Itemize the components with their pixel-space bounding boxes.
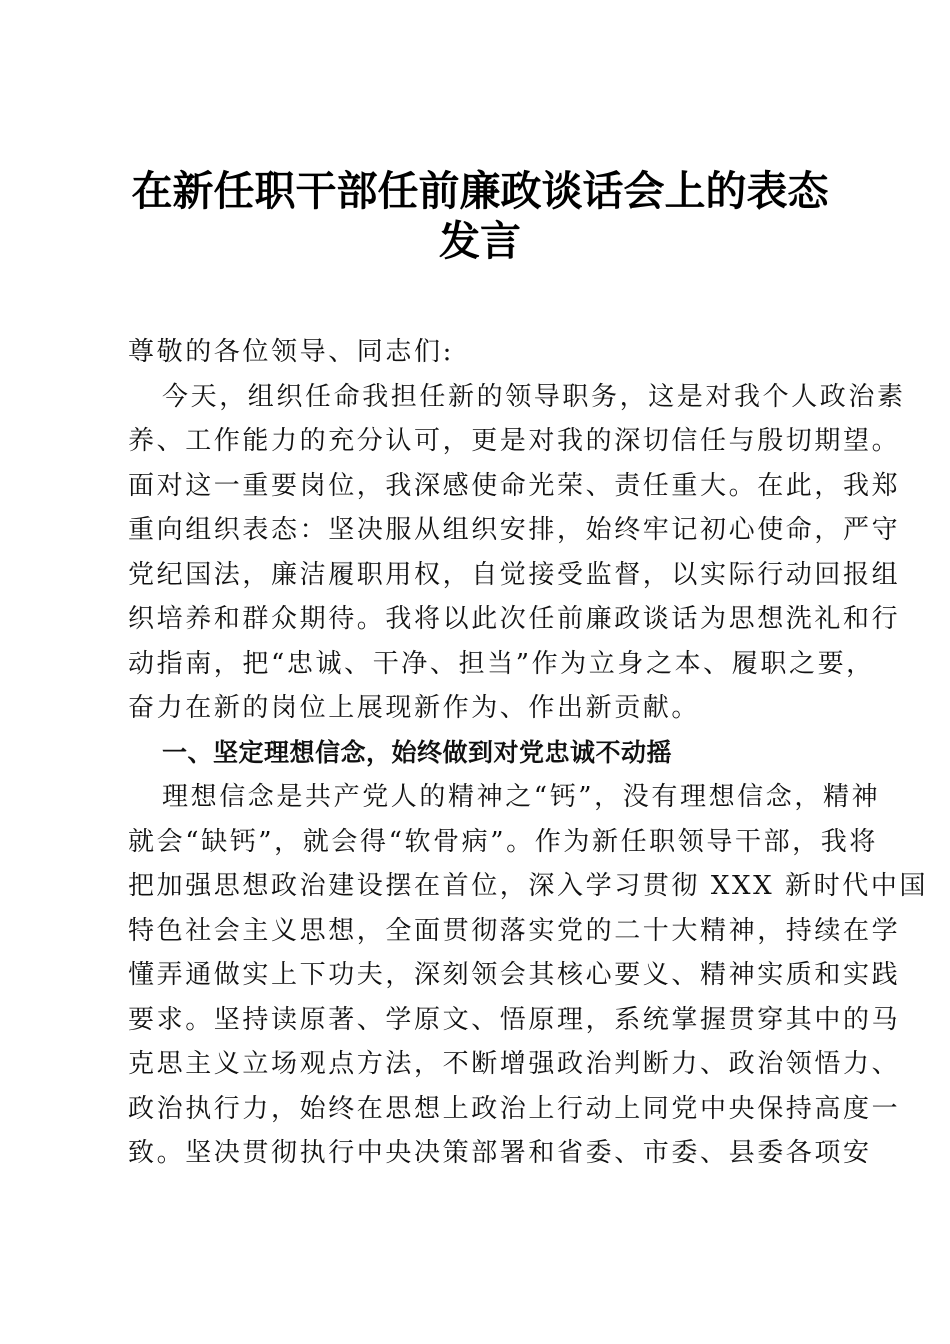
paragraph-line: 理想信念是共产党人的精神之“钙”，没有理想信念，精神 — [162, 782, 881, 812]
paragraph-line: 懂弄通做实上下功夫，深刻领会其核心要义、精神实质和实践 — [128, 960, 901, 990]
paragraph-line: 重向组织表态：坚决服从组织安排，始终牢记初心使命，严守 — [128, 515, 901, 545]
salutation: 尊敬的各位领导、同志们: — [128, 337, 454, 367]
title-line: 在新任职干部任前廉政谈话会上的表态 — [131, 167, 829, 215]
paragraph-line: 今天，组织任命我担任新的领导职务，这是对我个人政治素 — [162, 381, 906, 412]
paragraph-line: 奋力在新的岗位上展现新作为、作出新贡献。 — [128, 693, 701, 723]
paragraph-section1 — [128, 775, 929, 1176]
paragraph-line: 特色社会主义思想，全面贯彻落实党的二十大精神，持续在学 — [128, 915, 901, 946]
document-title — [120, 166, 840, 266]
paragraph-line: 克思主义立场观点方法，不断增强政治判断力、政治领悟力、 — [128, 1049, 901, 1079]
paragraph-line: 政治执行力，始终在思想上政治上行动上同党中央保持高度一 — [128, 1093, 901, 1124]
paragraph-line: 要求。坚持读原著、学原文、悟原理，系统掌握贯穿其中的马 — [128, 1004, 901, 1035]
paragraph-line: 就会“缺钙”，就会得“软骨病”。作为新任职领导干部，我将 — [128, 826, 878, 857]
paragraph-line: 织培养和群众期待。我将以此次任前廉政谈话为思想洗礼和行 — [128, 604, 901, 634]
paragraph-line: 把加强思想政治建设摆在首位，深入学习贯彻 XXX 新时代中国 — [128, 871, 929, 901]
paragraph-line: 党纪国法，廉洁履职用权，自觉接受监督，以实际行动回报组 — [128, 559, 901, 590]
paragraph-line: 动指南，把“忠诚、干净、担当”作为立身之本、履职之要， — [128, 648, 875, 679]
title-line: 发言 — [439, 217, 521, 265]
paragraph-line: 致。坚决贯彻执行中央决策部署和省委、市委、县委各项安 — [128, 1138, 872, 1168]
document-body — [128, 330, 929, 1176]
section-heading-1: 一、坚定理想信念，始终做到对党忠诚不动摇 — [162, 737, 673, 767]
paragraph-intro — [128, 375, 906, 731]
paragraph-line: 养、工作能力的充分认可，更是对我的深切信任与殷切期望。 — [128, 426, 901, 456]
paragraph-line: 面对这一重要岗位，我深感使命光荣、责任重大。在此，我郑 — [128, 470, 901, 501]
